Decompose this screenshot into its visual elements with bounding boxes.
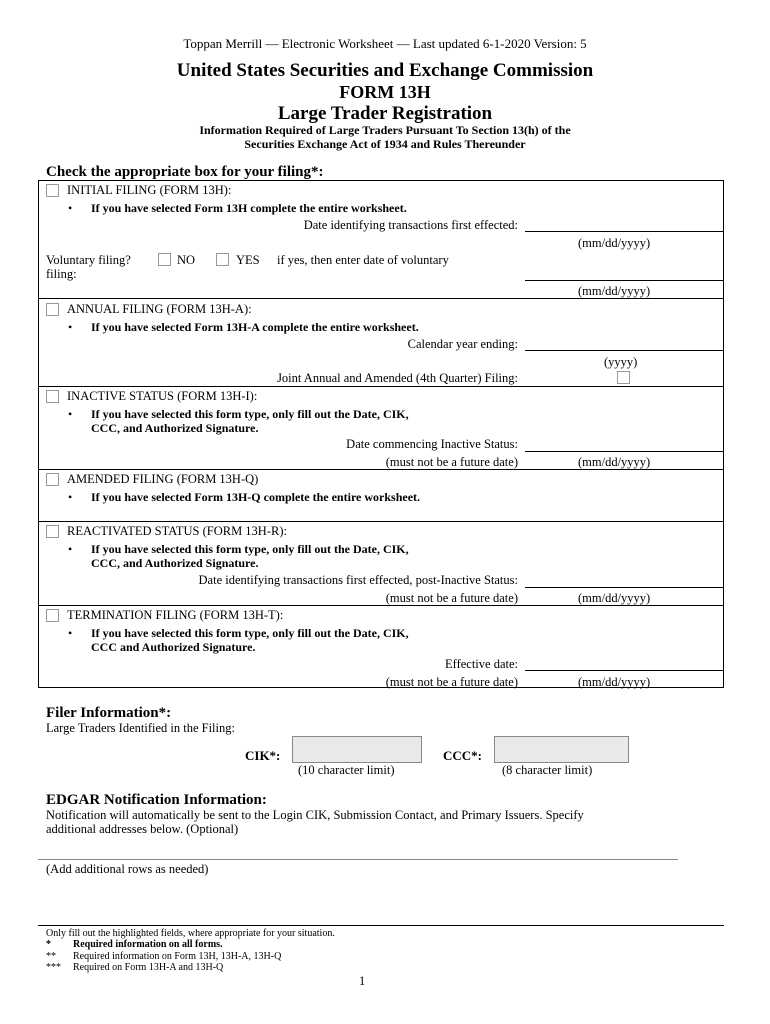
inactive-date-label: Date commencing Inactive Status: (346, 437, 518, 451)
termination-date-label: Effective date: (445, 657, 518, 671)
amended-filing-label: AMENDED FILING (FORM 13H-Q) (67, 472, 259, 486)
voluntary-yes-label: YES (236, 253, 260, 267)
termination-date-field[interactable] (525, 670, 723, 671)
filer-heading: Filer Information*: (46, 705, 172, 721)
worksheet-header: Toppan Merrill — Electronic Worksheet — Last updated 6-1-2020 Version: 5 (183, 36, 587, 51)
footer-note-1: Only fill out the highlighted fields, where appropriate for your situation. (46, 928, 335, 939)
reactivated-date-format: (mm/dd/yyyy) (578, 591, 651, 605)
annual-year-label: Calendar year ending: (407, 337, 518, 351)
inactive-instruction-1: If you have selected this form type, only fill out the Date, CIK, (91, 407, 409, 421)
page-number: 1 (359, 974, 366, 988)
bullet-icon: • (68, 201, 73, 215)
check-heading: Check the appropriate box for your filing*: (46, 164, 324, 180)
annual-filing-label: ANNUAL FILING (FORM 13H-A): (67, 302, 252, 316)
termination-date-note: (must not be a future date) (385, 675, 518, 689)
voluntary-date-field[interactable] (525, 280, 723, 281)
initial-filing-label: INITIAL FILING (FORM 13H): (67, 183, 232, 197)
section-divider (38, 386, 724, 387)
bullet-icon: • (68, 542, 73, 556)
inactive-status-checkbox[interactable] (46, 390, 59, 403)
reactivated-date-note: (must not be a future date) (385, 591, 518, 605)
edgar-text-2: additional addresses below. (Optional) (46, 822, 239, 836)
initial-instruction: If you have selected Form 13H complete the entire worksheet. (91, 201, 407, 215)
footer-mark-3: *** (46, 962, 61, 973)
cik-limit: (10 character limit) (298, 763, 395, 777)
footer-mark-2: ** (46, 951, 56, 962)
reactivated-instruction-2: CCC, and Authorized Signature. (91, 556, 259, 570)
footer-rule (38, 925, 724, 926)
section-divider (38, 521, 724, 522)
annual-instruction: If you have selected Form 13H-A complete the entire worksheet. (91, 320, 419, 334)
termination-filing-label: TERMINATION FILING (FORM 13H-T): (67, 608, 284, 622)
reactivated-date-label: Date identifying transactions first effected, post-Inactive Status: (198, 573, 518, 587)
ccc-limit: (8 character limit) (502, 763, 593, 777)
email-address-field[interactable] (38, 859, 678, 860)
amended-filing-checkbox[interactable] (46, 473, 59, 486)
termination-instruction-2: CCC and Authorized Signature. (91, 640, 256, 654)
initial-date-format: (mm/dd/yyyy) (578, 236, 651, 250)
subtitle-line2: Securities Exchange Act of 1934 and Rules Thereunder (244, 137, 526, 151)
reactivated-status-checkbox[interactable] (46, 525, 59, 538)
edgar-heading: EDGAR Notification Information: (46, 792, 267, 808)
voluntary-filing-label: filing: (46, 267, 77, 281)
termination-date-format: (mm/dd/yyyy) (578, 675, 651, 689)
initial-filing-checkbox[interactable] (46, 184, 59, 197)
amended-instruction: If you have selected Form 13H-Q complete the entire worksheet. (91, 490, 421, 504)
termination-instruction-1: If you have selected this form type, only fill out the Date, CIK, (91, 626, 409, 640)
filer-subtext: Large Traders Identified in the Filing: (46, 721, 235, 735)
voluntary-no-checkbox[interactable] (158, 253, 171, 266)
footer-note-2: Required information on all forms. (73, 939, 223, 950)
voluntary-label: Voluntary filing? (46, 253, 131, 267)
title-registration: Large Trader Registration (277, 103, 493, 124)
initial-date-label: Date identifying transactions first effected: (303, 218, 518, 232)
joint-filing-checkbox[interactable] (617, 371, 630, 384)
joint-filing-label: Joint Annual and Amended (4th Quarter) Filing: (277, 371, 518, 385)
subtitle-line1: Information Required of Large Traders Pursuant To Section 13(h) of the (199, 123, 571, 137)
add-rows-note: (Add additional rows as needed) (46, 862, 209, 876)
reactivated-status-label: REACTIVATED STATUS (FORM 13H-R): (67, 524, 287, 538)
footer-note-3: Required information on Form 13H, 13H-A, 13H-Q (73, 951, 282, 962)
annual-year-format: (yyyy) (604, 355, 638, 369)
footer-mark-1: * (46, 939, 51, 950)
inactive-date-note: (must not be a future date) (385, 455, 518, 469)
annual-year-field[interactable] (525, 350, 723, 351)
reactivated-instruction-1: If you have selected this form type, only fill out the Date, CIK, (91, 542, 409, 556)
footer-note-4: Required on Form 13H-A and 13H-Q (73, 962, 224, 973)
cik-input[interactable] (292, 736, 422, 763)
edgar-text-1: Notification will automatically be sent to the Login CIK, Submission Contact, and Primary Issuers. Specify (46, 808, 584, 822)
voluntary-yes-checkbox[interactable] (216, 253, 229, 266)
voluntary-yes-note: if yes, then enter date of voluntary (277, 253, 449, 267)
inactive-date-format: (mm/dd/yyyy) (578, 455, 651, 469)
annual-filing-checkbox[interactable] (46, 303, 59, 316)
termination-filing-checkbox[interactable] (46, 609, 59, 622)
title-form: FORM 13H (339, 82, 431, 102)
voluntary-date-format: (mm/dd/yyyy) (578, 284, 651, 298)
bullet-icon: • (68, 490, 73, 504)
cik-label: CIK*: (245, 748, 281, 763)
bullet-icon: • (68, 626, 73, 640)
reactivated-date-field[interactable] (525, 587, 723, 588)
inactive-date-field[interactable] (525, 451, 723, 452)
ccc-label: CCC*: (443, 748, 482, 763)
initial-date-field[interactable] (525, 231, 723, 232)
bullet-icon: • (68, 407, 73, 421)
inactive-instruction-2: CCC, and Authorized Signature. (91, 421, 259, 435)
title-commission: United States Securities and Exchange Commission (176, 60, 594, 81)
bullet-icon: • (68, 320, 73, 334)
inactive-status-label: INACTIVE STATUS (FORM 13H-I): (67, 389, 258, 403)
voluntary-no-label: NO (177, 253, 196, 267)
ccc-input[interactable] (494, 736, 629, 763)
